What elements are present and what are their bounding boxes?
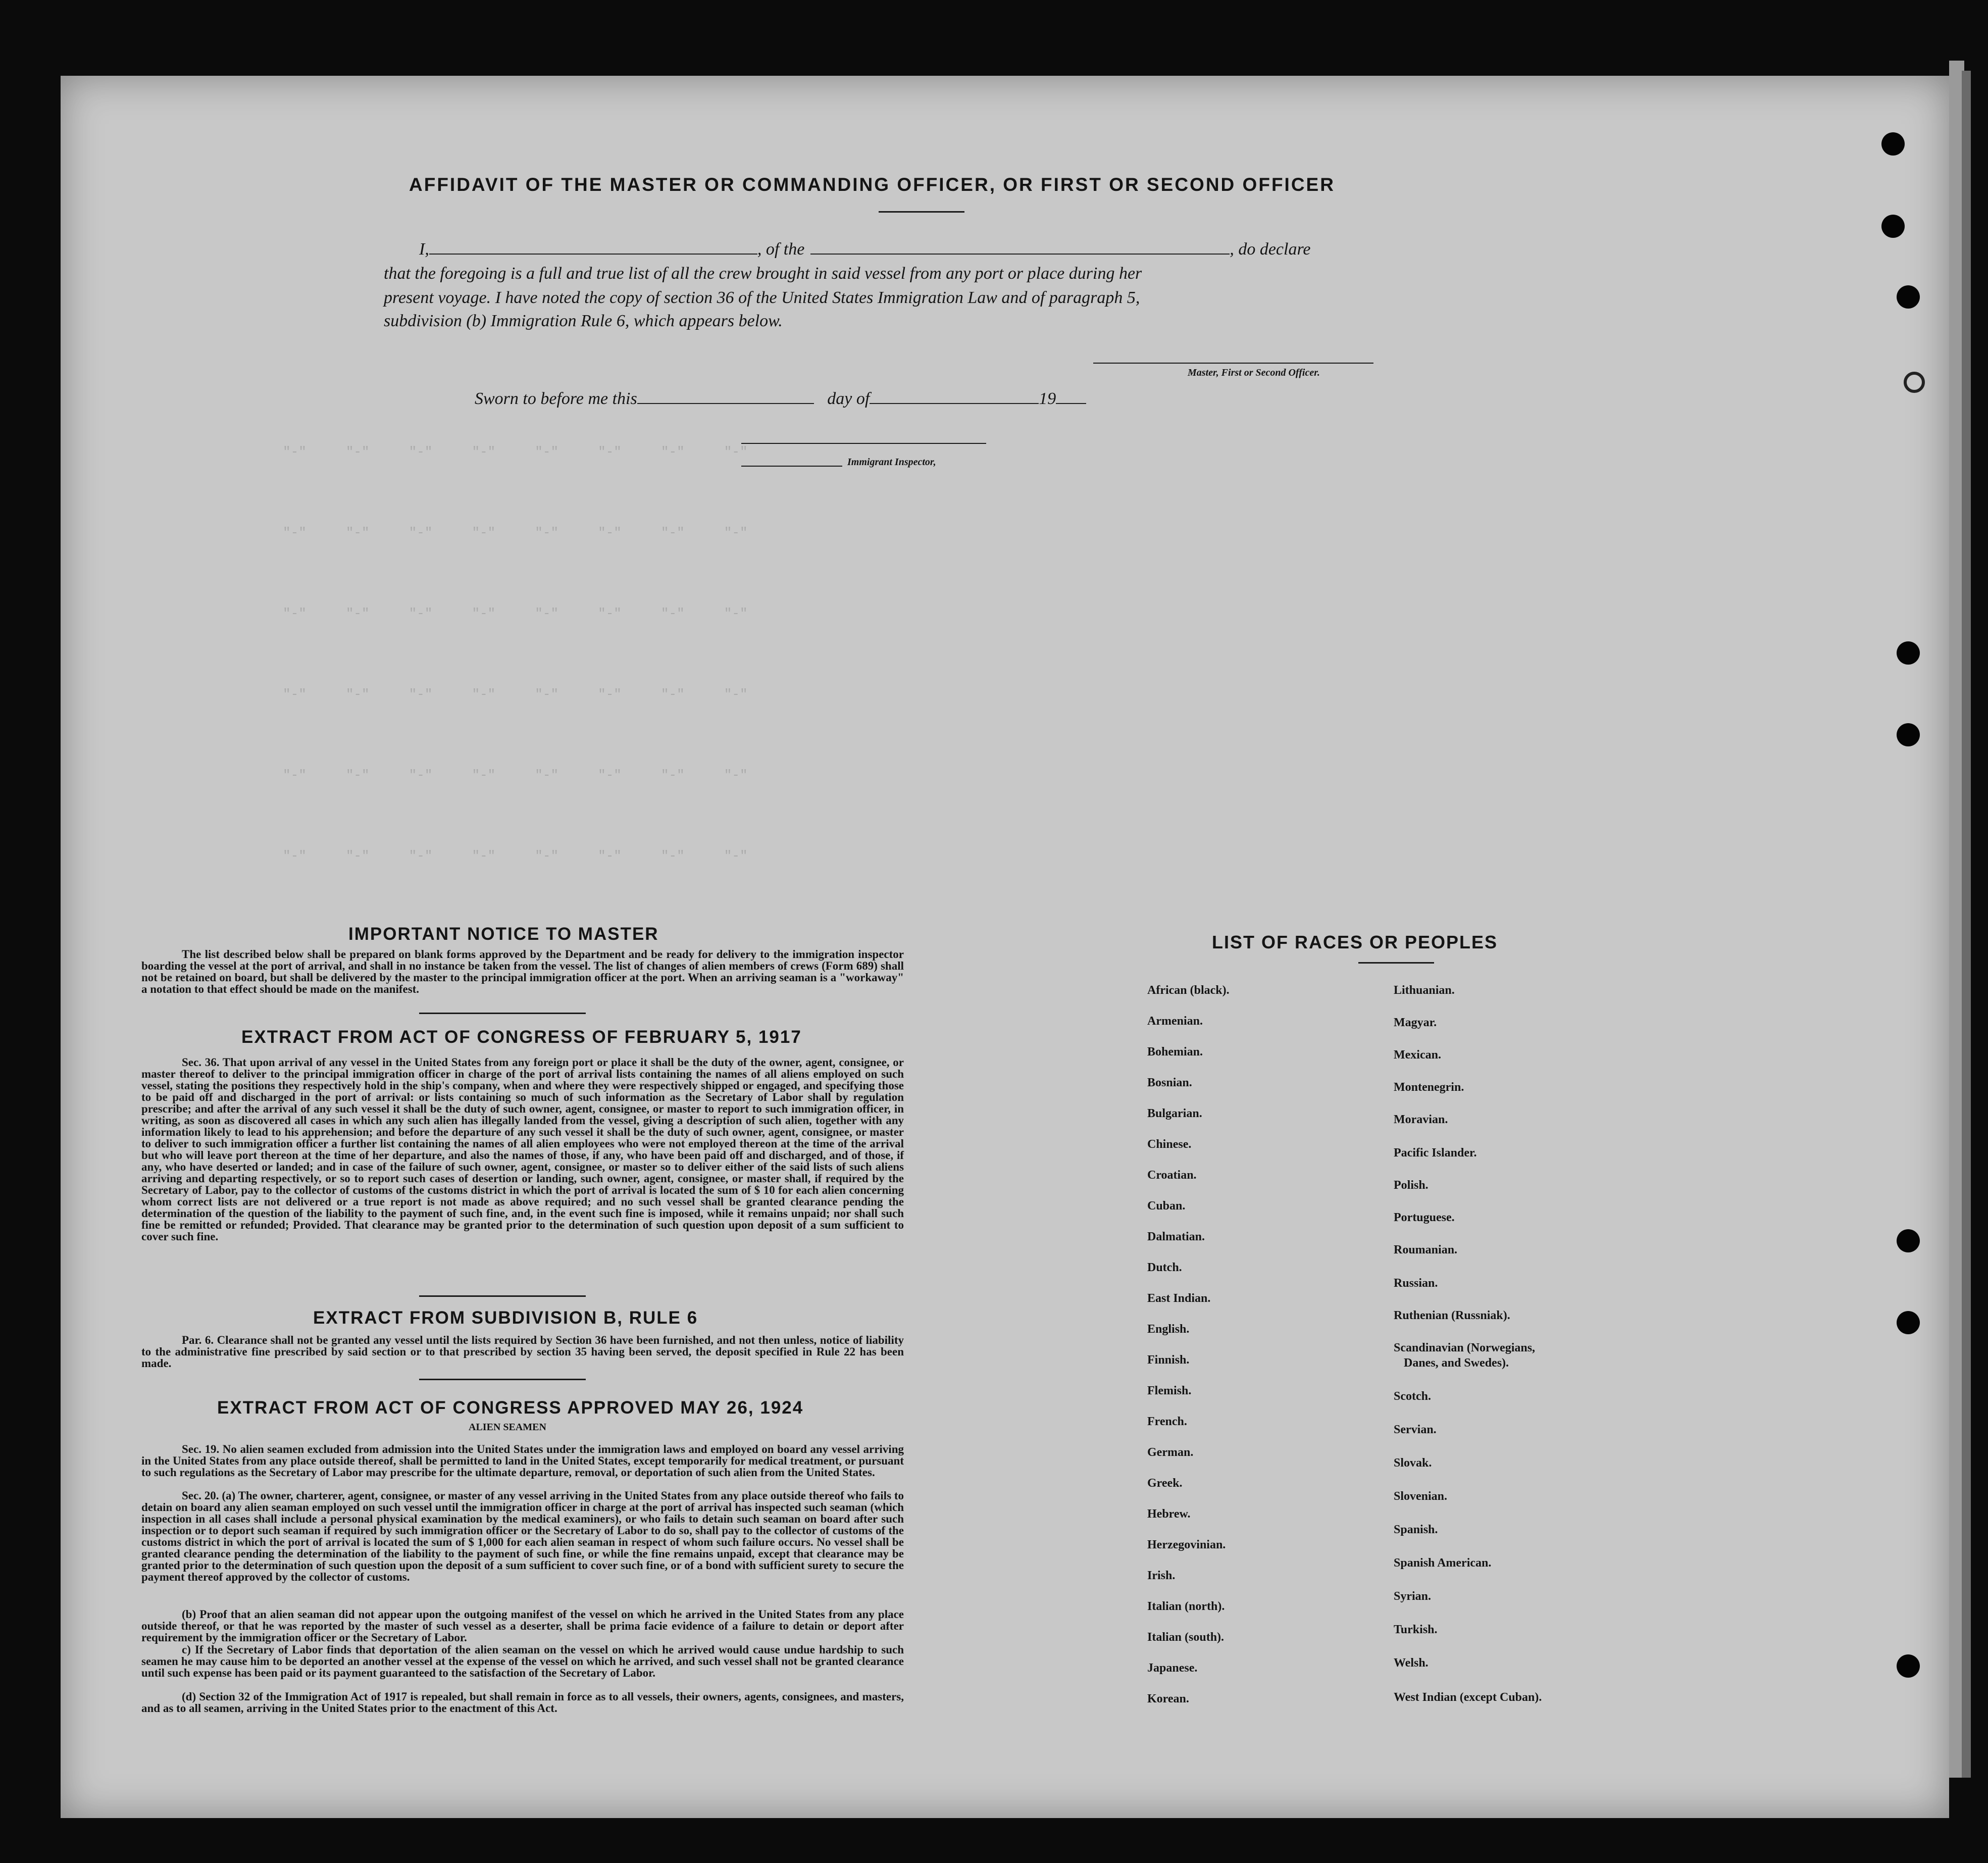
- race-item: Slovak.: [1394, 1456, 1432, 1470]
- race-item: Magyar.: [1394, 1016, 1437, 1029]
- race-item: Russian.: [1394, 1277, 1438, 1290]
- sworn-day-field[interactable]: [637, 403, 814, 404]
- race-item: Irish.: [1147, 1569, 1176, 1582]
- race-item: Lithuanian.: [1394, 984, 1455, 997]
- race-item: Scandinavian (Norwegians,: [1394, 1341, 1536, 1354]
- race-item: Dalmatian.: [1147, 1230, 1205, 1243]
- extract-rule6-body: Par. 6. Clearance shall not be granted any vessel until the lists required by Section 36 have been furnished, and not then unless, notice of liability to the administrative fine prescribed by said section or to that prescribed by section 35 having been served, the deposit specified in Rule 22 has been made.: [141, 1334, 904, 1370]
- inspector-label: Immigrant Inspector,: [847, 457, 936, 468]
- binder-hole: [1897, 641, 1920, 665]
- sec-20c-body: c) If the Secretary of Labor finds that deportation of the alien seaman on the vessel on which he arrived would cause undue hardship to such seamen he may cause him to be deported an another vessel at the expense of the vessel on which he arrived, and such vessel shall not be granted clearance until such expense has been paid or its payment guaranteed to the satisfaction of the Secretary of Labor.: [141, 1643, 904, 1679]
- divider: [1358, 962, 1434, 964]
- race-item: African (black).: [1147, 984, 1230, 997]
- binder-hole: [1897, 723, 1920, 746]
- bleed-through-column: "-" "-" "-" "-" "-" "-" "-" "-": [283, 687, 748, 702]
- master-signature-line[interactable]: [1093, 363, 1373, 364]
- divider: [419, 1295, 586, 1297]
- sec-20b-body: (b) Proof that an alien seaman did not appear upon the outgoing manifest of the vessel on which he arrived in the United States from any place outside thereof, or that he was reported by the master of such vessel as a deserter, shall be prima facie evidence of a failure to detain or deport after requirement by the immigration officer or the Secretary of Labor.: [141, 1608, 904, 1644]
- master-signature-label: Master, First or Second Officer.: [1188, 367, 1320, 378]
- binder-hole: [1897, 1311, 1920, 1334]
- sworn-year-field[interactable]: [1056, 403, 1086, 404]
- race-item: Spanish.: [1394, 1523, 1438, 1536]
- inspector-underline: [741, 466, 842, 467]
- affidavit-title: AFFIDAVIT OF THE MASTER OR COMMANDING OFFICER, OR FIRST OR SECOND OFFICER: [409, 174, 1335, 195]
- day-of-text: day of: [827, 389, 870, 408]
- race-item: Armenian.: [1147, 1015, 1203, 1028]
- races-title: LIST OF RACES OR PEOPLES: [1212, 932, 1498, 952]
- race-item: Slovenian.: [1394, 1490, 1448, 1503]
- race-item: Greek.: [1147, 1477, 1183, 1490]
- extract-rule6-title: EXTRACT FROM SUBDIVISION B, RULE 6: [313, 1308, 698, 1328]
- notice-title: IMPORTANT NOTICE TO MASTER: [348, 924, 659, 944]
- binder-hole: [1881, 215, 1905, 238]
- race-item: German.: [1147, 1446, 1194, 1459]
- race-item: Spanish American.: [1394, 1556, 1492, 1570]
- declarant-name-field[interactable]: [429, 254, 757, 255]
- race-item: East Indian.: [1147, 1292, 1211, 1305]
- race-item: West Indian (except Cuban).: [1394, 1691, 1542, 1704]
- of-the-text: , of the: [757, 240, 805, 259]
- affidavit-line-4: subdivision (b) Immigration Rule 6, which appears below.: [384, 312, 783, 330]
- sec-19-body: Sec. 19. No alien seamen excluded from admission into the United States under the immigration laws and employed on board any vessel arriving in the United States from any place outside thereof, shall be permitted to land in the United States, except temporarily for medical treatment, or pursuant to such regulations as the Secretary of Labor may prescribe for the ultimate departure, removal, or deportation of such alien from the United States.: [141, 1443, 904, 1479]
- extract-1917-title: EXTRACT FROM ACT OF CONGRESS OF FEBRUARY 5, 1917: [241, 1027, 802, 1047]
- race-item: Roumanian.: [1394, 1243, 1458, 1256]
- race-item: Polish.: [1394, 1179, 1429, 1192]
- declare-text: , do declare: [1230, 240, 1311, 259]
- inspector-signature-line[interactable]: [741, 443, 986, 444]
- affidavit-line-2: that the foregoing is a full and true list of all the crew brought in said vessel from any port or place during her: [384, 264, 1142, 283]
- extract-1924-title: EXTRACT FROM ACT OF CONGRESS APPROVED MAY 26, 1924: [217, 1398, 804, 1418]
- race-item: Italian (south).: [1147, 1631, 1225, 1644]
- alien-seamen-subtitle: ALIEN SEAMEN: [469, 1422, 546, 1433]
- race-item: Mexican.: [1394, 1048, 1441, 1062]
- race-item: Servian.: [1394, 1423, 1437, 1436]
- race-item: Flemish.: [1147, 1384, 1192, 1397]
- race-item: Dutch.: [1147, 1261, 1182, 1274]
- race-item: Bohemian.: [1147, 1045, 1203, 1059]
- race-item: Cuban.: [1147, 1199, 1186, 1213]
- binder-hole-ring: [1904, 372, 1925, 393]
- year-prefix: 19: [1039, 389, 1056, 408]
- affidavit-line-3: present voyage. I have noted the copy of section 36 of the United States Immigration Law and of paragraph 5,: [384, 288, 1140, 307]
- race-item: Finnish.: [1147, 1353, 1190, 1367]
- race-item: Chinese.: [1147, 1138, 1192, 1151]
- bleed-through-column: "-" "-" "-" "-" "-" "-" "-" "-": [283, 444, 748, 460]
- bleed-through-column: "-" "-" "-" "-" "-" "-" "-" "-": [283, 848, 748, 864]
- race-item: Moravian.: [1394, 1113, 1448, 1126]
- race-item: Ruthenian (Russniak).: [1394, 1309, 1510, 1322]
- sworn-text: Sworn to before me this: [475, 389, 637, 408]
- bleed-through-column: "-" "-" "-" "-" "-" "-" "-" "-": [283, 606, 748, 621]
- page-stack-edge-dark: [1962, 71, 1971, 1778]
- race-item: Montenegrin.: [1394, 1081, 1464, 1094]
- divider: [879, 211, 964, 213]
- sworn-month-field[interactable]: [870, 403, 1039, 404]
- race-item: English.: [1147, 1323, 1190, 1336]
- race-item: Pacific Islander.: [1394, 1146, 1477, 1160]
- binder-hole: [1881, 132, 1905, 156]
- divider: [419, 1379, 586, 1380]
- race-item: Herzegovinian.: [1147, 1538, 1226, 1551]
- race-item: Croatian.: [1147, 1169, 1197, 1182]
- binder-hole: [1897, 1229, 1920, 1252]
- race-item: Bosnian.: [1147, 1076, 1192, 1089]
- binder-hole: [1897, 285, 1920, 309]
- binder-hole: [1897, 1654, 1920, 1678]
- declarant-prefix: I,: [419, 240, 429, 259]
- bleed-through-column: "-" "-" "-" "-" "-" "-" "-" "-": [283, 768, 748, 783]
- race-item: Bulgarian.: [1147, 1107, 1202, 1120]
- sec-20a-body: Sec. 20. (a) The owner, charterer, agent, consignee, or master of any vessel arriving in the United States from any place outside thereof who fails to detain on board any alien seaman employed on such vessel until the immigration officer in charge at the port of arrival has inspected such seaman (which inspection in all cases shall include a personal physical examination by the medical examiners), or who fails to detain such seaman on board after such inspection or to deport such seaman if required by such immigration officer or the Secretary of Labor to do so, shall pay to the collector of customs of the customs district in which the port of arrival is located the sum of $ 1,000 for each alien seaman in respect of whom such failure occurs. No vessel shall be granted clearance pending the determination of the liability to the payment of such fine, or while the fine remains unpaid, except that clearance may be granted prior to the determination of such question upon the deposit of a sum sufficient to cover such fine, or of a bond with sufficient surety to secure the payment thereof approved by the collector of customs.: [141, 1489, 904, 1583]
- race-item: Scotch.: [1394, 1390, 1431, 1403]
- notice-body: The list described below shall be prepared on blank forms approved by the Department and be ready for delivery to the immigration inspector boarding the vessel at the port of arrival, and shall in no instance be taken from the vessel. The list of changes of alien members of crews (Form 689) shall not be retained on board, but shall be delivered by the master to the principal immigration officer at the port. When an arriving seaman is a "workaway" a notation to that effect should be made on the manifest.: [141, 948, 904, 995]
- vessel-name-field[interactable]: [810, 254, 1230, 255]
- divider: [419, 1013, 586, 1014]
- bleed-through-column: "-" "-" "-" "-" "-" "-" "-" "-": [283, 525, 748, 540]
- race-item: Portuguese.: [1394, 1211, 1455, 1224]
- sworn-line: [475, 387, 1182, 411]
- race-item: Hebrew.: [1147, 1507, 1191, 1521]
- race-item: French.: [1147, 1415, 1187, 1428]
- race-item: Turkish.: [1394, 1623, 1438, 1636]
- race-item: Syrian.: [1394, 1590, 1432, 1603]
- extract-1917-body: Sec. 36. That upon arrival of any vessel in the United States from any foreign port or place it shall be the duty of the owner, agent, consignee, or master thereof to deliver to the principal immigration officer in charge of the port of arrival lists containing the names of all aliens employed on such vessel, stating the positions they respectively hold in the ship's company, when and where they were respectively shipped or engaged, and specifying those to be paid off and discharged in the port of arrival: or lists containing so much of such information as the Secretary of Labor shall by regulation prescribe; and after the arrival of any such vessel it shall be the duty of such owner, agent, consignee, or master to report to such immigration officer, in writing, as soon as discovered all cases in which any such alien has illegally landed from the vessel, giving a description of such alien, together with any information likely to lead to his apprehension; and before the departure of any such vessel it shall be the duty of such owner, agent, consignee, or master to deliver to such immigration officer a further list containing the names of all alien employees who were not employed thereon at the time of the arrival but who will leave port thereon at the time of her departure, and also the names of those, if any, who have been paid off and discharged, and of those, if any, who have deserted or landed; and in case of the failure of such owner, agent, consignee, or master so to deliver either of the said lists of such aliens arriving and departing respectively, or so to report such cases of desertion or landing, such owner, agent, consignee, or master shall, if required by the Secretary of Labor, pay to the collector of customs of the customs district in which the port of arrival is located the sum of $ 10 for each alien concerning whom correct lists are not delivered or a true report is not made as above required; and no such vessel shall be granted clearance pending the determination of the question of the liability to the payment of such fine, and, in the event such fine is imposed, while it remains unpaid; nor shall such fine be remitted or refunded; Provided. That clearance may be granted prior to the determination of such question upon deposit of a sum sufficient to cover such fine.: [141, 1056, 904, 1243]
- sec-20d-body: (d) Section 32 of the Immigration Act of 1917 is repealed, but shall remain in force as to all vessels, their owners, agents, consignees, and masters, and as to all seamen, arriving in the United States prior to the enactment of this Act.: [141, 1690, 904, 1715]
- race-item: Japanese.: [1147, 1661, 1198, 1675]
- race-item: Danes, and Swedes).: [1404, 1356, 1509, 1370]
- race-item: Welsh.: [1394, 1656, 1429, 1670]
- affidavit-line-1: [384, 237, 1394, 262]
- race-item: Korean.: [1147, 1692, 1189, 1705]
- race-item: Italian (north).: [1147, 1600, 1225, 1613]
